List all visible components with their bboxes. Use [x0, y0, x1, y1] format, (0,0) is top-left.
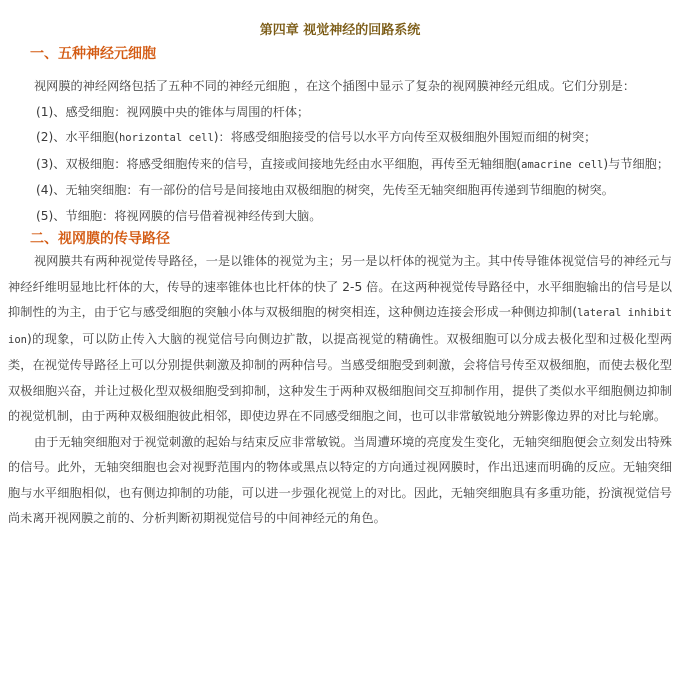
item-text: )：将感受细胞接受的信号以水平方向传至双极细胞外围短而细的树突；	[213, 130, 597, 144]
list-item-horizontal-cell	[8, 125, 672, 152]
chapter-title: 第四章 视觉神经的回路系统	[259, 23, 421, 38]
paragraph-term: lateral inhibition	[8, 307, 672, 346]
list-item-bipolar-cell	[8, 152, 672, 179]
item-text: (3)、双极细胞：将感受细胞传来的信号，直接或间接地先经由水平细胞，再传至无轴细胞(	[36, 156, 522, 171]
item-term: amacrine cell	[521, 158, 604, 171]
list-item-ganglion-cell: (5)、节细胞：将视网膜的信号借着视神经传到大脑。	[36, 208, 322, 223]
section2-paragraph-1	[8, 249, 672, 430]
item-text: (2)、水平细胞(	[36, 130, 119, 144]
paragraph-text: 视网膜共有两种视觉传导路径，一是以锥体的视觉为主；另一是以杆体的视觉为主。其中传导锥体视觉信号的神经元与神经纤维明显地比杆体的大，传导的速率锥体也比杆体的快了 2-5 倍。在这两种视觉传导路径中，水平细胞输出的信号是以抑制性的为主，由于它与感受细胞的突触小体与双极细胞的树突相连，这种侧边连接会形成一种侧边抑制(	[8, 254, 672, 319]
paragraph-text: )的现象，可以防止传入大脑的视觉信号向侧边扩散，以提高视觉的精确性。双极细胞可以分成去极化型和过极化型两类，在视觉传导路径上可以分别提供刺激及抑制的两种信号。当感受细胞受到刺激，会将信号传至双极细胞，而使去极化型双极细胞兴奋，并让过极化型双极细胞受到抑制，这种发生于两种双极细胞间交互抑制作用，提供了类似水平细胞侧边抑制的视觉机制，由于两种双极细胞彼此相邻，即使边界在不同感受细胞之间，也可以非常敏锐地分辨影像边界的对比与轮廓。	[8, 331, 672, 423]
list-item-amacrine-cell: (4)、无轴突细胞：有一部份的信号是间接地由双极细胞的树突，先传至无轴突细胞再传递到节细胞的树突。	[36, 183, 614, 197]
item-term: horizontal cell	[118, 132, 214, 144]
section1-intro: 视网膜的神经网络包括了五种不同的神经元细胞 ，在这个插图中显示了复杂的视网膜神经元组成。它们分别是：	[34, 79, 636, 93]
section2-paragraph-2: 由于无轴突细胞对于视觉刺激的起始与结束反应非常敏锐。当周遭环境的亮度发生变化，无轴突细胞便会立刻发出特殊的信号。此外，无轴突细胞也会对视野范围内的物体或黑点以特定的方向通过视网膜时，作出迅速而明确的反应。无轴突细胞与水平细胞相似，也有侧边抑制的功能，可以进一步强化视觉上的对比。因此，无轴突细胞具有多重功能，扮演视觉信号尚未离开视网膜之前的、分析判断初期视觉信号的中间神经元的角色。	[8, 434, 672, 525]
item-text: )与节细胞；	[603, 156, 670, 171]
section-heading-five-neurons: 一、五种神经元细胞	[30, 46, 156, 62]
section-heading-pathway: 二、视网膜的传导路径	[30, 231, 170, 247]
list-item-receptor: (1)、感受细胞：视网膜中央的锥体与周围的杆体；	[36, 104, 310, 119]
